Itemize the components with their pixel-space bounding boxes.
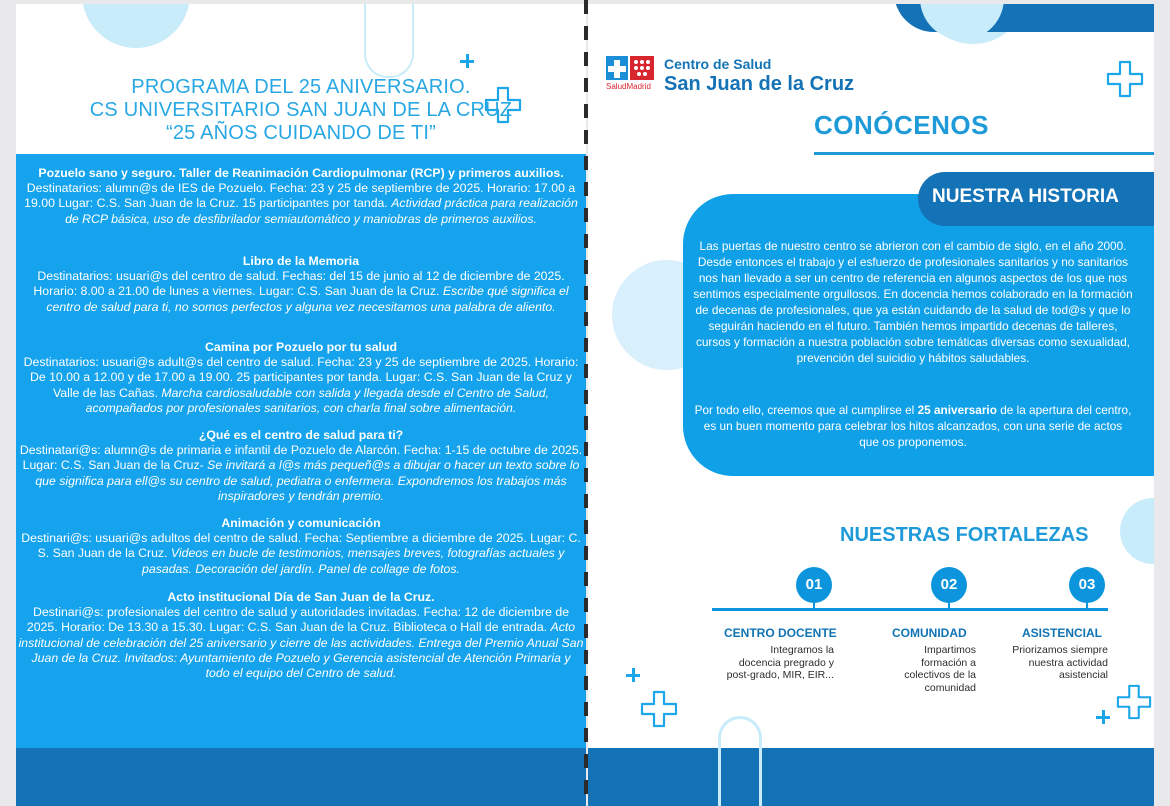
strength-title: ASISTENCIAL xyxy=(1022,626,1103,640)
desc-line: asistencial xyxy=(1058,669,1108,681)
madrid-stars-icon xyxy=(606,56,654,82)
strength-description xyxy=(992,644,1108,682)
program-title-line-3: “25 AÑOS CUIDANDO DE TI” xyxy=(165,122,437,144)
decor-circle xyxy=(1120,498,1154,564)
plus-icon xyxy=(626,668,640,682)
plus-icon xyxy=(1096,710,1110,724)
program-page xyxy=(16,4,586,806)
desc-line: colectivos de la xyxy=(904,669,976,681)
activity-heading: Animación y comunicación xyxy=(221,516,381,530)
history-p2-bold: 25 aniversario xyxy=(917,403,997,417)
activity-libro-memoria xyxy=(18,254,584,315)
program-title-line-1: PROGRAMA DEL 25 ANIVERSARIO. xyxy=(131,76,471,98)
saludmadrid-logo xyxy=(606,56,656,96)
desc-line: comunidad xyxy=(924,681,976,694)
activity-heading: Camina por Pozuelo por tu salud xyxy=(205,340,397,354)
decor-capsule xyxy=(718,716,762,806)
outline-cross-icon xyxy=(640,690,678,728)
activity-acto-institucional xyxy=(18,590,584,681)
desc-line: Priorizamos siempre xyxy=(1012,644,1108,656)
history-paragraph-2 xyxy=(693,402,1133,450)
history-heading: NUESTRA HISTORIA xyxy=(932,186,1119,207)
activity-details: Destinatarios: usuari@s adult@s del centro de salud. Fecha: 23 y 25 de septiembre de 2025. Horario: De 10.00 a 12.00 y de 17.00 a 19.00. 25 participantes por tanda. Lugar: C.S. San Juan de la Cruz y Valle de las Cañas. xyxy=(23,355,579,400)
activity-details: Destinari@s: profesionales del centro de salud y autoridades invitadas. Fecha: 12 de diciembre de 2025. Horario: De 13.30 a 15.30. Lugar: C.S. San Juan de la Cruz. Biblioteca o Hall de entrada. xyxy=(26,605,570,635)
activity-details: Destinatarios: alumn@s de IES de Pozuelo. Fecha: 23 y 25 de septiembre de 2025. Horario: 17.00 a 19.00 Lugar: C.S. San Juan de la Cruz. 15 participantes por tanda. xyxy=(24,181,576,211)
activity-description: Acto institucional de celebración del 25 aniversario y cierre de las actividades. Entrega del Premio Anual San Juan de la Cruz. Invitados: Ayuntamiento de Pozuelo y Gerencia asistencial de Atención Primaria y todo el equipo del Centro de salud. xyxy=(18,620,584,681)
footer-band xyxy=(16,748,586,806)
activity-heading: Acto institucional Día de San Juan de la Cruz. xyxy=(167,590,435,604)
activity-details: Destinari@s: usuari@s adultos del centro de salud. Fecha: Septiembre a diciembre de 2025. Lugar: C. S. San Juan de la Cruz. xyxy=(21,531,581,561)
strength-description xyxy=(866,644,976,694)
activity-heading: Libro de la Memoria xyxy=(242,254,360,268)
strength-number: 03 xyxy=(1069,567,1105,603)
desc-line: Integramos la xyxy=(770,644,834,656)
history-paragraph-1: Las puertas de nuestro centro se abrieron con el cambio de siglo, en el año 2000. Desde entonces el trabajo y el esfuerzo de profesionales sanitarios y no sanitarios nos han llevado a ser un centro de referencia en algunos aspectos de los que nos sentimos especialmente orgullosos. En docencia hemos colaborado en la formación de decenas de profesionales, que ya están cuidando de la salud de tod@s y que lo seguirán haciendo en el futuro. También hemos impartido decenas de talleres, cursos y formación a nuestra población sobre temáticas diversas como sexualidad, prevención del suicidio y hábitos saludables. xyxy=(693,239,1133,365)
outline-cross-icon xyxy=(1116,684,1152,720)
strength-number: 02 xyxy=(931,567,967,603)
conocenos-heading: CONÓCENOS xyxy=(814,110,989,140)
logo-small-text: SaludMadrid xyxy=(606,82,651,91)
strength-number: 01 xyxy=(796,567,832,603)
desc-line: formación a xyxy=(921,656,976,669)
decor-capsule xyxy=(364,4,414,78)
desc-line: post-grado, MIR, EIR... xyxy=(726,669,834,681)
activity-heading: Pozuelo sano y seguro. Taller de Reanimación Cardiopulmonar (RCP) y primeros auxilios. xyxy=(38,166,564,180)
timeline-line xyxy=(712,608,1108,611)
activity-rcp xyxy=(18,166,584,227)
strength-description xyxy=(700,644,834,682)
footer-band xyxy=(588,748,1154,806)
activity-description: Escribe qué significa el centro de salud para ti, no somos perfectos y alguna vez necesitamos una palabra de aliento. xyxy=(46,284,569,314)
desc-line: Impartimos xyxy=(924,644,976,656)
logo-line-1: Centro de Salud xyxy=(664,56,772,72)
activity-animacion xyxy=(18,516,584,577)
activity-description: Actividad práctica para realización de RCP básica, uso de desfibrilador semiautomático y maniobras de primeros auxilios. xyxy=(65,196,578,226)
decor-circle xyxy=(82,4,190,48)
plus-icon xyxy=(460,54,474,68)
logo-line-2: San Juan de la Cruz xyxy=(664,73,855,95)
program-title-line-2: CS UNIVERSITARIO SAN JUAN DE LA CRUZ xyxy=(89,99,513,121)
activity-description: Se invitará a l@s más pequeñ@s a dibujar o hacer un texto sobre lo que significa para ell@s su centro de salud, pediatra o enfermera. Expondremos los trabajos más inspiradores y tendrán premio. xyxy=(35,458,580,503)
activity-camina xyxy=(18,340,584,416)
desc-line: nuestra actividad xyxy=(1028,656,1108,669)
strength-title: CENTRO DOCENTE xyxy=(724,626,837,640)
about-page xyxy=(588,4,1154,806)
activity-description: Marcha cardiosaludable con salida y llegada desde el Centro de Salud, acompañados por profesionales sanitarios, con charla final sobre alimentación. xyxy=(85,385,550,415)
history-p2-text: de la apertura del centro, es un buen momento para celebrar los hitos alcanzados, con una serie de actos que os proponemos. xyxy=(703,403,1132,449)
history-p2-text: Por todo ello, creemos que al cumplirse el xyxy=(694,403,915,417)
activity-description: Videos en bucle de testimonios, mensajes breves, fotografías actuales y pasadas. Decoración del jardín. Panel de collage de fotos. xyxy=(142,546,565,576)
activity-details: Destinatarios: usuari@s del centro de salud. Fechas: del 15 de junio al 12 de diciembre de 2025. Horario: 8.00 a 21.00 de lunes a viernes. Lugar: C.S. San Juan de la Cruz. xyxy=(33,269,565,299)
strength-title: COMUNIDAD xyxy=(892,626,967,640)
strengths-heading: NUESTRAS FORTALEZAS xyxy=(840,524,1089,546)
activity-que-es xyxy=(18,428,584,504)
heading-rule xyxy=(814,152,1154,155)
desc-line: docencia pregrado y xyxy=(738,656,834,669)
activity-heading: ¿Qué es el centro de salud para ti? xyxy=(198,428,404,442)
activity-details: Destinatari@s: alumn@s de primaria e infantil de Pozuelo de Alarcón. Fecha: 1-15 de octubre de 2025. Lugar: C.S. San Juan de la Cruz- xyxy=(19,443,583,473)
program-panel xyxy=(16,154,586,748)
outline-cross-icon xyxy=(1106,60,1144,98)
